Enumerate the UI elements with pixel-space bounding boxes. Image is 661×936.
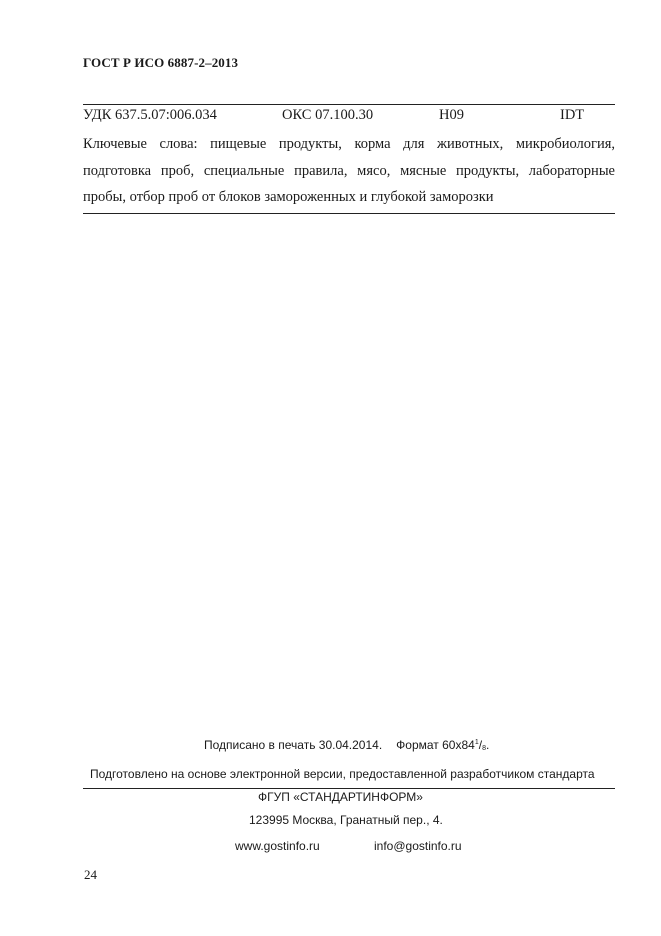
bottom-divider — [83, 213, 615, 214]
oks-code: ОКС 07.100.30 — [282, 107, 374, 123]
signed-date: Подписано в печать 30.04.2014. — [204, 738, 383, 752]
equivalence-degree: IDT — [560, 107, 585, 123]
standard-code-header: ГОСТ Р ИСО 6887-2–2013 — [83, 55, 239, 70]
top-divider — [83, 104, 615, 105]
keywords-line: пробы, отбор проб от блоков замороженных и глубокой заморозки — [83, 189, 494, 205]
classification-code: Н09 — [439, 107, 464, 123]
classification-row — [83, 107, 615, 125]
signed-to-print — [204, 738, 489, 752]
imprint-divider — [83, 788, 615, 789]
keywords-block — [83, 131, 615, 211]
publisher-website: www.gostinfo.ru — [235, 839, 320, 853]
keywords-line: Ключевые слова: пищевые продукты, корма для животных, микробиология, — [83, 136, 615, 152]
paper-format: Формат $60x84^1/_8$. — [396, 738, 490, 752]
publisher-address: 123995 Москва, Гранатный пер., 4. — [249, 813, 443, 827]
prepared-note: Подготовлено на основе электронной версии, предоставленной разработчиком стандарта — [90, 767, 595, 781]
udk-code: УДК 637.5.07:006.034 — [83, 107, 217, 123]
publisher-email: info@gostinfo.ru — [374, 839, 462, 853]
keywords-line: подготовка проб, специальные правила, мясо, мясные продукты, лабораторные — [83, 162, 615, 179]
page-number: 24 — [84, 867, 97, 882]
publisher-name: ФГУП «СТАНДАРТИНФОРМ» — [258, 790, 423, 804]
